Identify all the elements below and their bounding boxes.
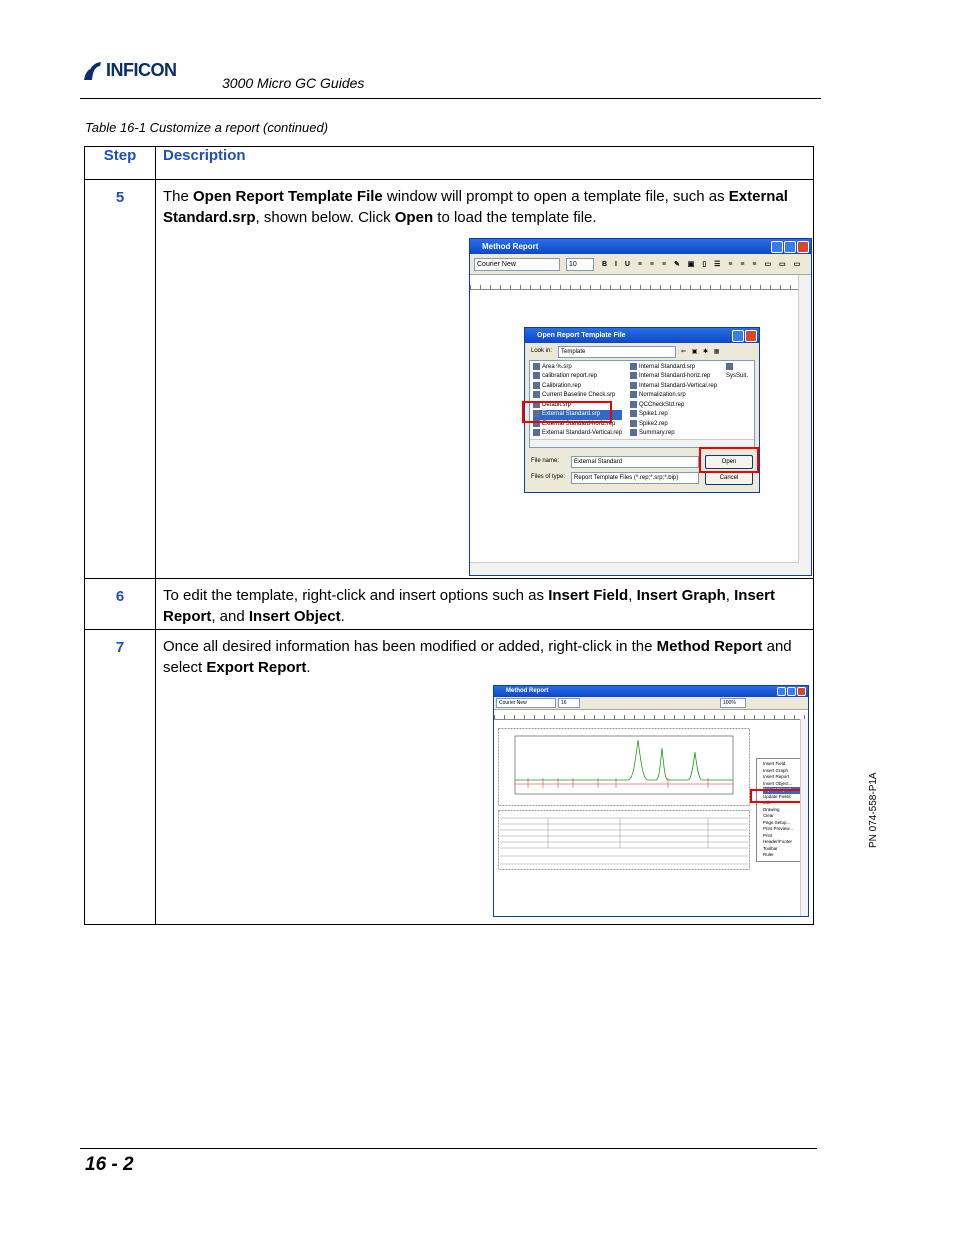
list-item[interactable]: Area %.srp [533, 363, 622, 372]
menu-item-header-footer[interactable]: Header/Footer [763, 839, 793, 844]
step-description-cell [156, 630, 814, 925]
list-item-selected[interactable]: External Standard.srp [533, 410, 622, 419]
footer-rule [80, 1148, 817, 1149]
method-report-screenshot-2 [156, 678, 813, 924]
formatting-toolbar [494, 697, 808, 710]
page-number: 16 - 2 [85, 1154, 134, 1175]
ruler [470, 275, 811, 290]
dialog-title-bar [525, 328, 759, 343]
file-name-field[interactable]: External Standard [571, 456, 699, 468]
open-button[interactable]: Open [705, 455, 753, 469]
table-row [85, 630, 814, 925]
minimize-icon[interactable] [771, 241, 783, 253]
zoom-select[interactable]: 100% [720, 698, 746, 708]
list-item[interactable]: calibration report.rep [533, 372, 622, 381]
menu-item-print[interactable]: Print [763, 832, 773, 838]
cancel-button[interactable]: Cancel [705, 471, 753, 485]
file-name-label: File name: [531, 458, 560, 464]
menu-item-insert-graph[interactable]: Insert Graph [763, 767, 789, 773]
menu-item-update-fields[interactable]: Update Fields [763, 793, 791, 799]
font-select[interactable]: Courier New [474, 258, 560, 271]
open-template-dialog [524, 327, 760, 493]
dialog-title: Open Report Template File [537, 332, 626, 339]
table-row [85, 180, 814, 579]
file-column-2 [630, 363, 717, 439]
list-item[interactable]: QCCheckStd.rep [630, 401, 717, 410]
guide-title: 3000 Micro GC Guides [222, 75, 365, 91]
menu-item-export-report[interactable]: Export Report [763, 787, 801, 794]
list-item[interactable]: Default.srp [533, 401, 622, 410]
step-description: Once all desired information has been modified or added, right-click in the Method Report and select Export Report. [163, 638, 792, 676]
method-report-window [493, 685, 809, 917]
list-item[interactable]: Internal Standard-horiz.rep [630, 372, 717, 381]
menu-item-ruler[interactable]: Ruler [763, 852, 774, 857]
vertical-scrollbar[interactable] [798, 275, 811, 575]
look-in-label: Look in: [531, 348, 553, 354]
dialog-close-icon[interactable] [745, 330, 757, 342]
list-item[interactable]: SysSuit. [726, 363, 754, 382]
size-select[interactable]: 16 [558, 698, 580, 708]
list-item[interactable]: Internal Standard-Vertical.rep [630, 382, 717, 391]
file-column-3 [726, 363, 754, 382]
menu-item-clear[interactable]: Clear [763, 813, 774, 818]
vertical-scrollbar[interactable] [800, 719, 808, 916]
inficon-logo-icon [83, 60, 105, 82]
inficon-logo: INFICON [106, 60, 177, 80]
header-rule [80, 98, 821, 99]
menu-item-insert-field[interactable]: Insert Field [763, 761, 786, 766]
table-row [85, 579, 814, 630]
step-description-cell [156, 579, 814, 630]
menu-item-edit[interactable]: Edit [763, 800, 771, 805]
menu-item-insert-report[interactable]: Insert Report [763, 774, 790, 779]
context-menu [756, 758, 804, 862]
chromatogram-graph [498, 728, 750, 806]
col-description-header: Description [156, 147, 814, 180]
list-item[interactable]: Spike1.rep [630, 410, 717, 419]
part-number: PN 074-558-P1A [868, 772, 879, 848]
files-of-type-label: Files of type: [531, 474, 566, 480]
step-description-cell [156, 180, 814, 579]
step-number: 6 [85, 579, 156, 630]
table-caption: Table 16-1 Customize a report (continued) [85, 120, 329, 135]
menu-item-drawing[interactable]: Drawing [763, 806, 780, 812]
window-title-bar [470, 239, 811, 254]
horizontal-scrollbar[interactable] [470, 562, 799, 575]
list-item[interactable]: Summary.rep [630, 429, 717, 438]
close-icon[interactable] [797, 687, 806, 696]
close-icon[interactable] [797, 241, 809, 253]
file-list-scrollbar[interactable] [530, 439, 754, 447]
method-report-window [469, 238, 812, 576]
format-buttons-icon[interactable]: B I U ≡ ≡ ≡ ✎ ▣ ▯ ☰ ≡ ≡ ≡ ▭ ▭ ▭ [602, 261, 804, 268]
list-item[interactable]: External Standard-horiz.rep [533, 420, 622, 429]
formatting-toolbar [470, 254, 811, 275]
menu-item-print-preview[interactable]: Print Preview... [763, 826, 794, 831]
list-item[interactable]: Calibration.rep [533, 382, 622, 391]
help-icon[interactable] [732, 330, 744, 342]
menu-item-toolbar[interactable]: Toolbar [763, 845, 778, 851]
files-of-type-select[interactable]: Report Template Files (*.rep;*.srp;*.bip) [571, 472, 699, 484]
menu-item-page-setup[interactable]: Page Setup... [763, 819, 791, 825]
maximize-icon[interactable] [787, 687, 796, 696]
highlight-selected-file [522, 401, 612, 423]
step-number: 7 [85, 630, 156, 925]
minimize-icon[interactable] [777, 687, 786, 696]
size-select[interactable]: 10 [566, 258, 594, 271]
window-title: Method Report [482, 242, 539, 251]
list-item[interactable]: Internal Standard.srp [630, 363, 717, 372]
step-description: To edit the template, right-click and insert options such as Insert Field, Insert Graph, Insert Report, and Insert Object. [163, 587, 775, 625]
step-description: The Open Report Template File window will prompt to open a template file, such as External Standard.srp, shown below. Click Open to load the template file. [163, 188, 788, 226]
list-item[interactable]: Spike2.rep [630, 420, 717, 429]
results-table [498, 810, 750, 870]
list-item[interactable]: Normalization.srp [630, 391, 717, 400]
font-select[interactable]: Courier New [496, 698, 556, 708]
window-title-bar [494, 686, 808, 697]
menu-item-insert-object[interactable]: Insert Object... [763, 780, 793, 786]
window-title: Method Report [506, 688, 549, 694]
col-step-header: Step [85, 147, 156, 180]
list-item[interactable]: Current Baseline Check.srp [533, 391, 622, 400]
steps-table [84, 146, 814, 925]
ruler [494, 710, 808, 720]
method-report-screenshot-1 [156, 228, 813, 578]
table-header-row [85, 147, 814, 180]
highlight-open-button [699, 447, 759, 473]
highlight-export-report [750, 789, 804, 803]
maximize-icon[interactable] [784, 241, 796, 253]
step-number: 5 [85, 180, 156, 579]
look-in-select[interactable]: Template [558, 346, 676, 358]
dialog-nav-icons[interactable]: ⇐ ▣ ✱ ▦ [681, 349, 722, 355]
list-item[interactable]: External Standard-Vertical.rep [533, 429, 622, 438]
